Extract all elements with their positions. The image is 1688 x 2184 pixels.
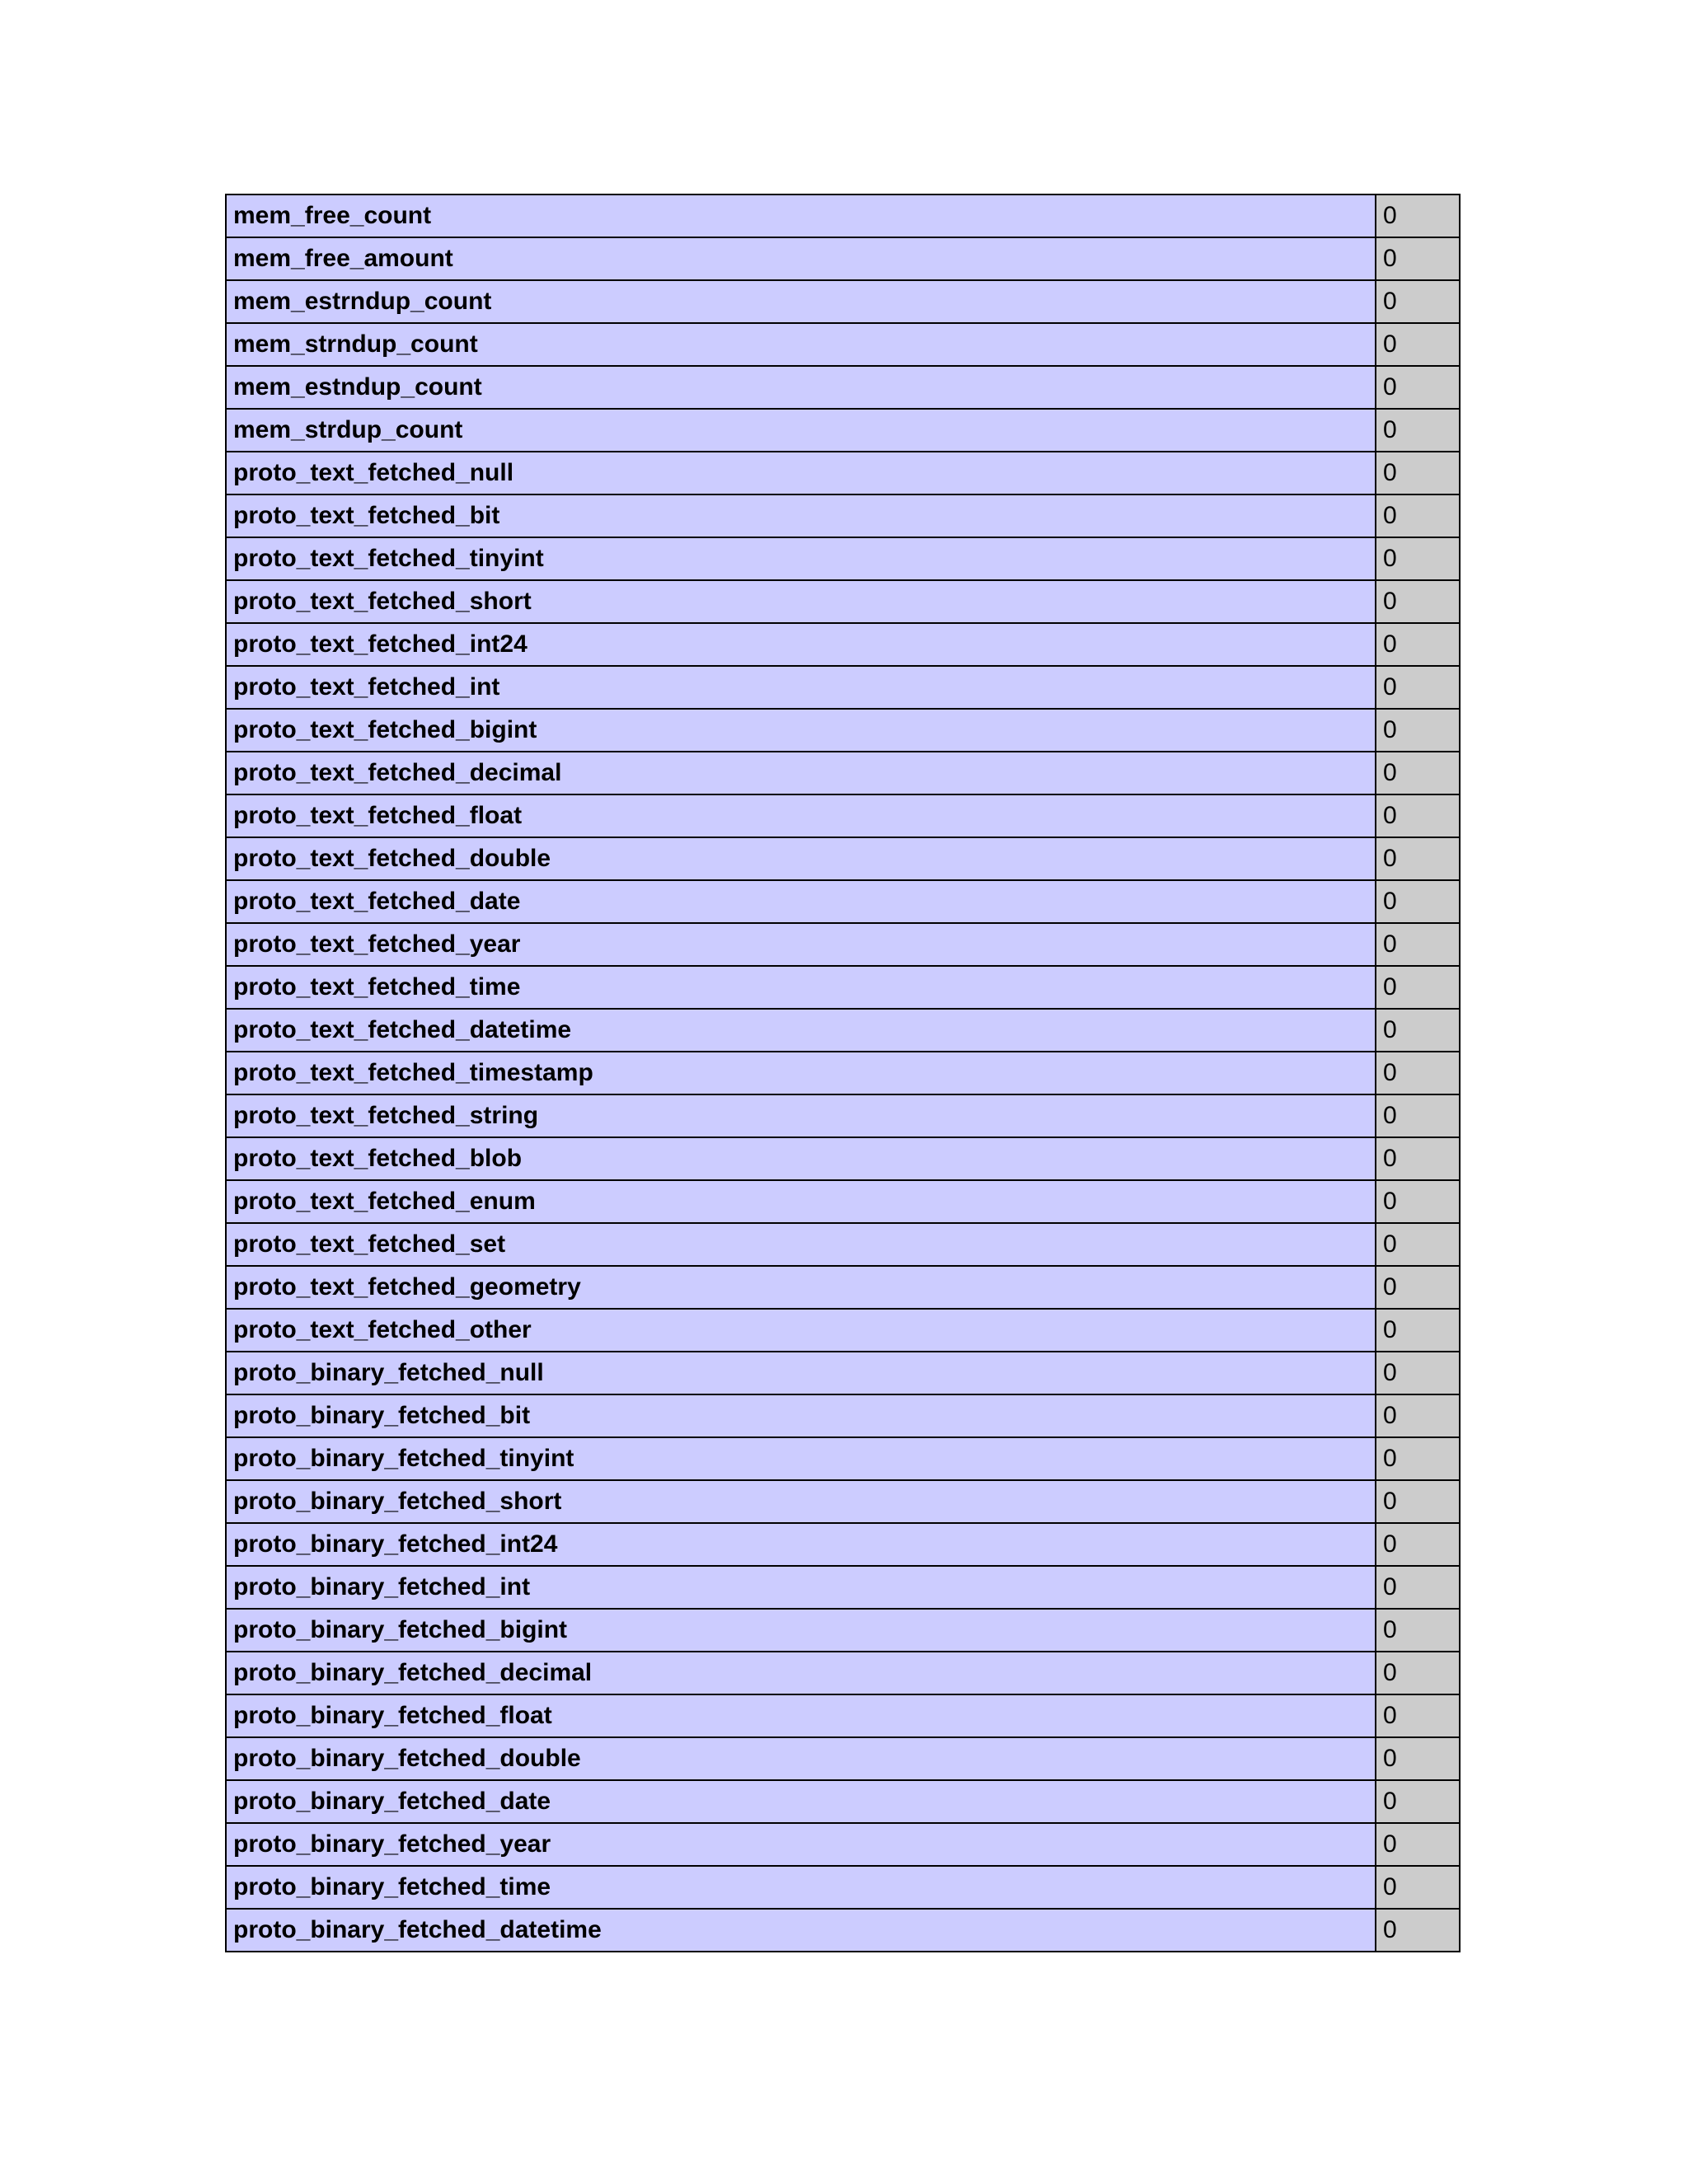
table-row	[226, 923, 1460, 966]
stat-name-cell: proto_text_fetched_string	[226, 1094, 1376, 1137]
table-row	[226, 1437, 1460, 1480]
stat-name-cell: proto_text_fetched_other	[226, 1309, 1376, 1352]
stat-name-cell: mem_estndup_count	[226, 366, 1376, 409]
stat-value-cell: 0	[1376, 494, 1460, 537]
stat-name-cell: mem_free_amount	[226, 237, 1376, 280]
stat-value-cell: 0	[1376, 194, 1460, 237]
table-row	[226, 1566, 1460, 1609]
stat-name-cell: proto_text_fetched_bit	[226, 494, 1376, 537]
table-row	[226, 1137, 1460, 1180]
table-row	[226, 237, 1460, 280]
stat-name-cell: proto_binary_fetched_time	[226, 1866, 1376, 1909]
stat-name-cell: proto_text_fetched_time	[226, 966, 1376, 1009]
stat-value-cell: 0	[1376, 366, 1460, 409]
stat-name-cell: proto_text_fetched_enum	[226, 1180, 1376, 1223]
stats-table-body	[226, 194, 1460, 1952]
stat-name-cell: proto_text_fetched_int24	[226, 623, 1376, 666]
stat-value-cell: 0	[1376, 1566, 1460, 1609]
stat-name-cell: mem_strndup_count	[226, 323, 1376, 366]
stat-name-cell: proto_text_fetched_double	[226, 837, 1376, 880]
stats-table	[225, 194, 1461, 1952]
stat-value-cell: 0	[1376, 537, 1460, 580]
stat-name-cell: proto_text_fetched_blob	[226, 1137, 1376, 1180]
stat-name-cell: proto_text_fetched_int	[226, 666, 1376, 709]
stat-value-cell: 0	[1376, 709, 1460, 752]
stat-value-cell: 0	[1376, 237, 1460, 280]
stat-name-cell: proto_text_fetched_tinyint	[226, 537, 1376, 580]
stat-name-cell: proto_text_fetched_date	[226, 880, 1376, 923]
stat-name-cell: proto_binary_fetched_bigint	[226, 1609, 1376, 1652]
stat-value-cell: 0	[1376, 1137, 1460, 1180]
stat-value-cell: 0	[1376, 1823, 1460, 1866]
table-row	[226, 494, 1460, 537]
table-row	[226, 1823, 1460, 1866]
stat-name-cell: proto_text_fetched_year	[226, 923, 1376, 966]
stat-name-cell: proto_text_fetched_timestamp	[226, 1052, 1376, 1094]
table-row	[226, 366, 1460, 409]
stat-value-cell: 0	[1376, 752, 1460, 794]
stat-value-cell: 0	[1376, 1094, 1460, 1137]
table-row	[226, 1480, 1460, 1523]
table-row	[226, 1909, 1460, 1952]
table-row	[226, 409, 1460, 452]
stat-name-cell: proto_text_fetched_decimal	[226, 752, 1376, 794]
table-row	[226, 1866, 1460, 1909]
table-row	[226, 537, 1460, 580]
table-row	[226, 1309, 1460, 1352]
stat-name-cell: proto_text_fetched_geometry	[226, 1266, 1376, 1309]
stat-value-cell: 0	[1376, 666, 1460, 709]
stat-value-cell: 0	[1376, 1780, 1460, 1823]
stat-name-cell: proto_text_fetched_set	[226, 1223, 1376, 1266]
table-row	[226, 966, 1460, 1009]
stat-name-cell: proto_text_fetched_null	[226, 452, 1376, 494]
table-row	[226, 1009, 1460, 1052]
table-row	[226, 1352, 1460, 1394]
table-row	[226, 1052, 1460, 1094]
stat-value-cell: 0	[1376, 1694, 1460, 1737]
table-row	[226, 1223, 1460, 1266]
stat-value-cell: 0	[1376, 1223, 1460, 1266]
stat-name-cell: proto_binary_fetched_int	[226, 1566, 1376, 1609]
stat-value-cell: 0	[1376, 280, 1460, 323]
stat-value-cell: 0	[1376, 1009, 1460, 1052]
table-row	[226, 1523, 1460, 1566]
table-row	[226, 1737, 1460, 1780]
table-row	[226, 752, 1460, 794]
stat-name-cell: proto_binary_fetched_datetime	[226, 1909, 1376, 1952]
stat-value-cell: 0	[1376, 923, 1460, 966]
stat-value-cell: 0	[1376, 1309, 1460, 1352]
stat-value-cell: 0	[1376, 1737, 1460, 1780]
table-row	[226, 1652, 1460, 1694]
stat-name-cell: proto_text_fetched_datetime	[226, 1009, 1376, 1052]
stat-value-cell: 0	[1376, 580, 1460, 623]
stat-name-cell: mem_estrndup_count	[226, 280, 1376, 323]
stat-value-cell: 0	[1376, 1866, 1460, 1909]
table-row	[226, 1094, 1460, 1137]
stat-name-cell: proto_text_fetched_float	[226, 794, 1376, 837]
stat-name-cell: proto_text_fetched_short	[226, 580, 1376, 623]
stat-name-cell: proto_binary_fetched_int24	[226, 1523, 1376, 1566]
table-row	[226, 1180, 1460, 1223]
table-row	[226, 794, 1460, 837]
stat-value-cell: 0	[1376, 880, 1460, 923]
stat-name-cell: proto_binary_fetched_date	[226, 1780, 1376, 1823]
stat-name-cell: proto_binary_fetched_null	[226, 1352, 1376, 1394]
stat-value-cell: 0	[1376, 1652, 1460, 1694]
table-row	[226, 623, 1460, 666]
table-row	[226, 1266, 1460, 1309]
stat-value-cell: 0	[1376, 837, 1460, 880]
stat-value-cell: 0	[1376, 1480, 1460, 1523]
stat-name-cell: proto_binary_fetched_bit	[226, 1394, 1376, 1437]
table-row	[226, 194, 1460, 237]
stat-value-cell: 0	[1376, 623, 1460, 666]
table-row	[226, 1609, 1460, 1652]
stat-name-cell: mem_strdup_count	[226, 409, 1376, 452]
stat-value-cell: 0	[1376, 1437, 1460, 1480]
stat-value-cell: 0	[1376, 323, 1460, 366]
stat-value-cell: 0	[1376, 1352, 1460, 1394]
table-row	[226, 837, 1460, 880]
stat-value-cell: 0	[1376, 1052, 1460, 1094]
stat-name-cell: proto_binary_fetched_tinyint	[226, 1437, 1376, 1480]
table-row	[226, 280, 1460, 323]
table-row	[226, 709, 1460, 752]
table-row	[226, 1394, 1460, 1437]
stat-name-cell: proto_binary_fetched_short	[226, 1480, 1376, 1523]
table-row	[226, 1694, 1460, 1737]
stat-value-cell: 0	[1376, 1394, 1460, 1437]
table-row	[226, 1780, 1460, 1823]
stat-name-cell: proto_binary_fetched_float	[226, 1694, 1376, 1737]
stat-value-cell: 0	[1376, 794, 1460, 837]
table-row	[226, 666, 1460, 709]
stat-name-cell: proto_binary_fetched_year	[226, 1823, 1376, 1866]
table-row	[226, 452, 1460, 494]
stat-value-cell: 0	[1376, 1909, 1460, 1952]
stat-value-cell: 0	[1376, 409, 1460, 452]
stat-value-cell: 0	[1376, 1609, 1460, 1652]
stat-name-cell: proto_binary_fetched_decimal	[226, 1652, 1376, 1694]
table-row	[226, 880, 1460, 923]
stat-value-cell: 0	[1376, 1523, 1460, 1566]
stat-value-cell: 0	[1376, 966, 1460, 1009]
stat-name-cell: proto_text_fetched_bigint	[226, 709, 1376, 752]
table-row	[226, 323, 1460, 366]
stat-value-cell: 0	[1376, 452, 1460, 494]
stat-value-cell: 0	[1376, 1266, 1460, 1309]
stat-name-cell: mem_free_count	[226, 194, 1376, 237]
stat-name-cell: proto_binary_fetched_double	[226, 1737, 1376, 1780]
table-row	[226, 580, 1460, 623]
stat-value-cell: 0	[1376, 1180, 1460, 1223]
